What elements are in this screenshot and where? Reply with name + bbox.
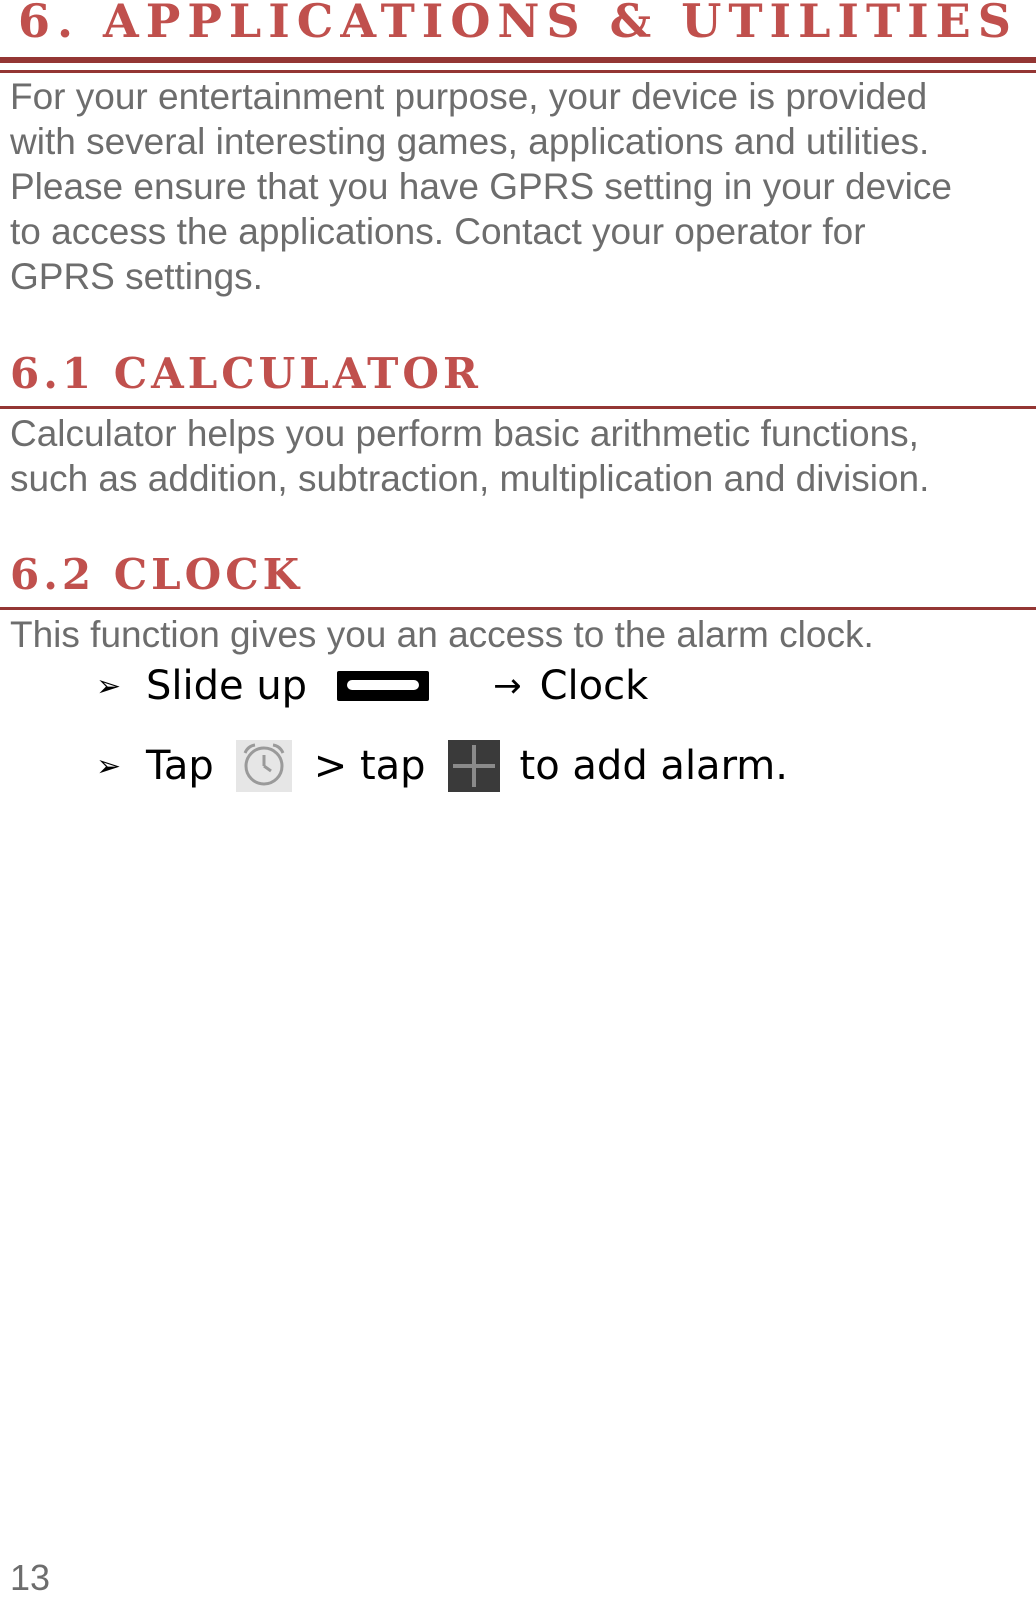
intro-line: with several interesting games, applications and utilities. <box>10 121 930 162</box>
section-rule-clock <box>0 607 1036 610</box>
intro-line: For your entertainment purpose, your device is provided <box>10 76 928 117</box>
plus-icon <box>448 740 500 792</box>
step-target: Clock <box>539 663 649 709</box>
home-bar-icon <box>337 671 429 701</box>
right-arrow-icon: → <box>493 666 522 706</box>
step-target: to add alarm. <box>519 743 788 789</box>
step-text: Slide up <box>146 663 308 709</box>
step-tap-clock <box>96 736 788 796</box>
page-number: 13 <box>10 1557 51 1598</box>
calculator-line: such as addition, subtraction, multiplication and division. <box>10 458 930 499</box>
section-rule-calculator <box>0 406 1036 409</box>
calculator-paragraph <box>10 411 1030 501</box>
chapter-rule-thick <box>0 57 1036 63</box>
chapter-rule-thin <box>0 70 1036 73</box>
step-separator: > tap <box>313 743 426 789</box>
step-text: Tap <box>146 743 214 789</box>
intro-line: GPRS settings. <box>10 256 263 297</box>
section-heading-clock: 6.2 CLOCK <box>10 550 304 599</box>
clock-line: This function gives you an access to the alarm clock. <box>10 614 874 655</box>
step-slide-up <box>96 656 648 716</box>
calculator-line: Calculator helps you perform basic arithmetic functions, <box>10 413 919 454</box>
chapter-title: 6. APPLICATIONS & UTILITIES <box>18 0 1018 48</box>
intro-paragraph <box>10 74 1030 299</box>
bullet-arrowhead-icon: ➢ <box>96 668 122 704</box>
bullet-arrowhead-icon: ➢ <box>96 748 122 784</box>
alarm-clock-icon <box>236 740 292 792</box>
intro-line: Please ensure that you have GPRS setting in your device <box>10 166 952 207</box>
clock-paragraph <box>10 612 1030 657</box>
intro-line: to access the applications. Contact your operator for <box>10 211 866 252</box>
section-heading-calculator: 6.1 CALCULATOR <box>10 349 482 398</box>
